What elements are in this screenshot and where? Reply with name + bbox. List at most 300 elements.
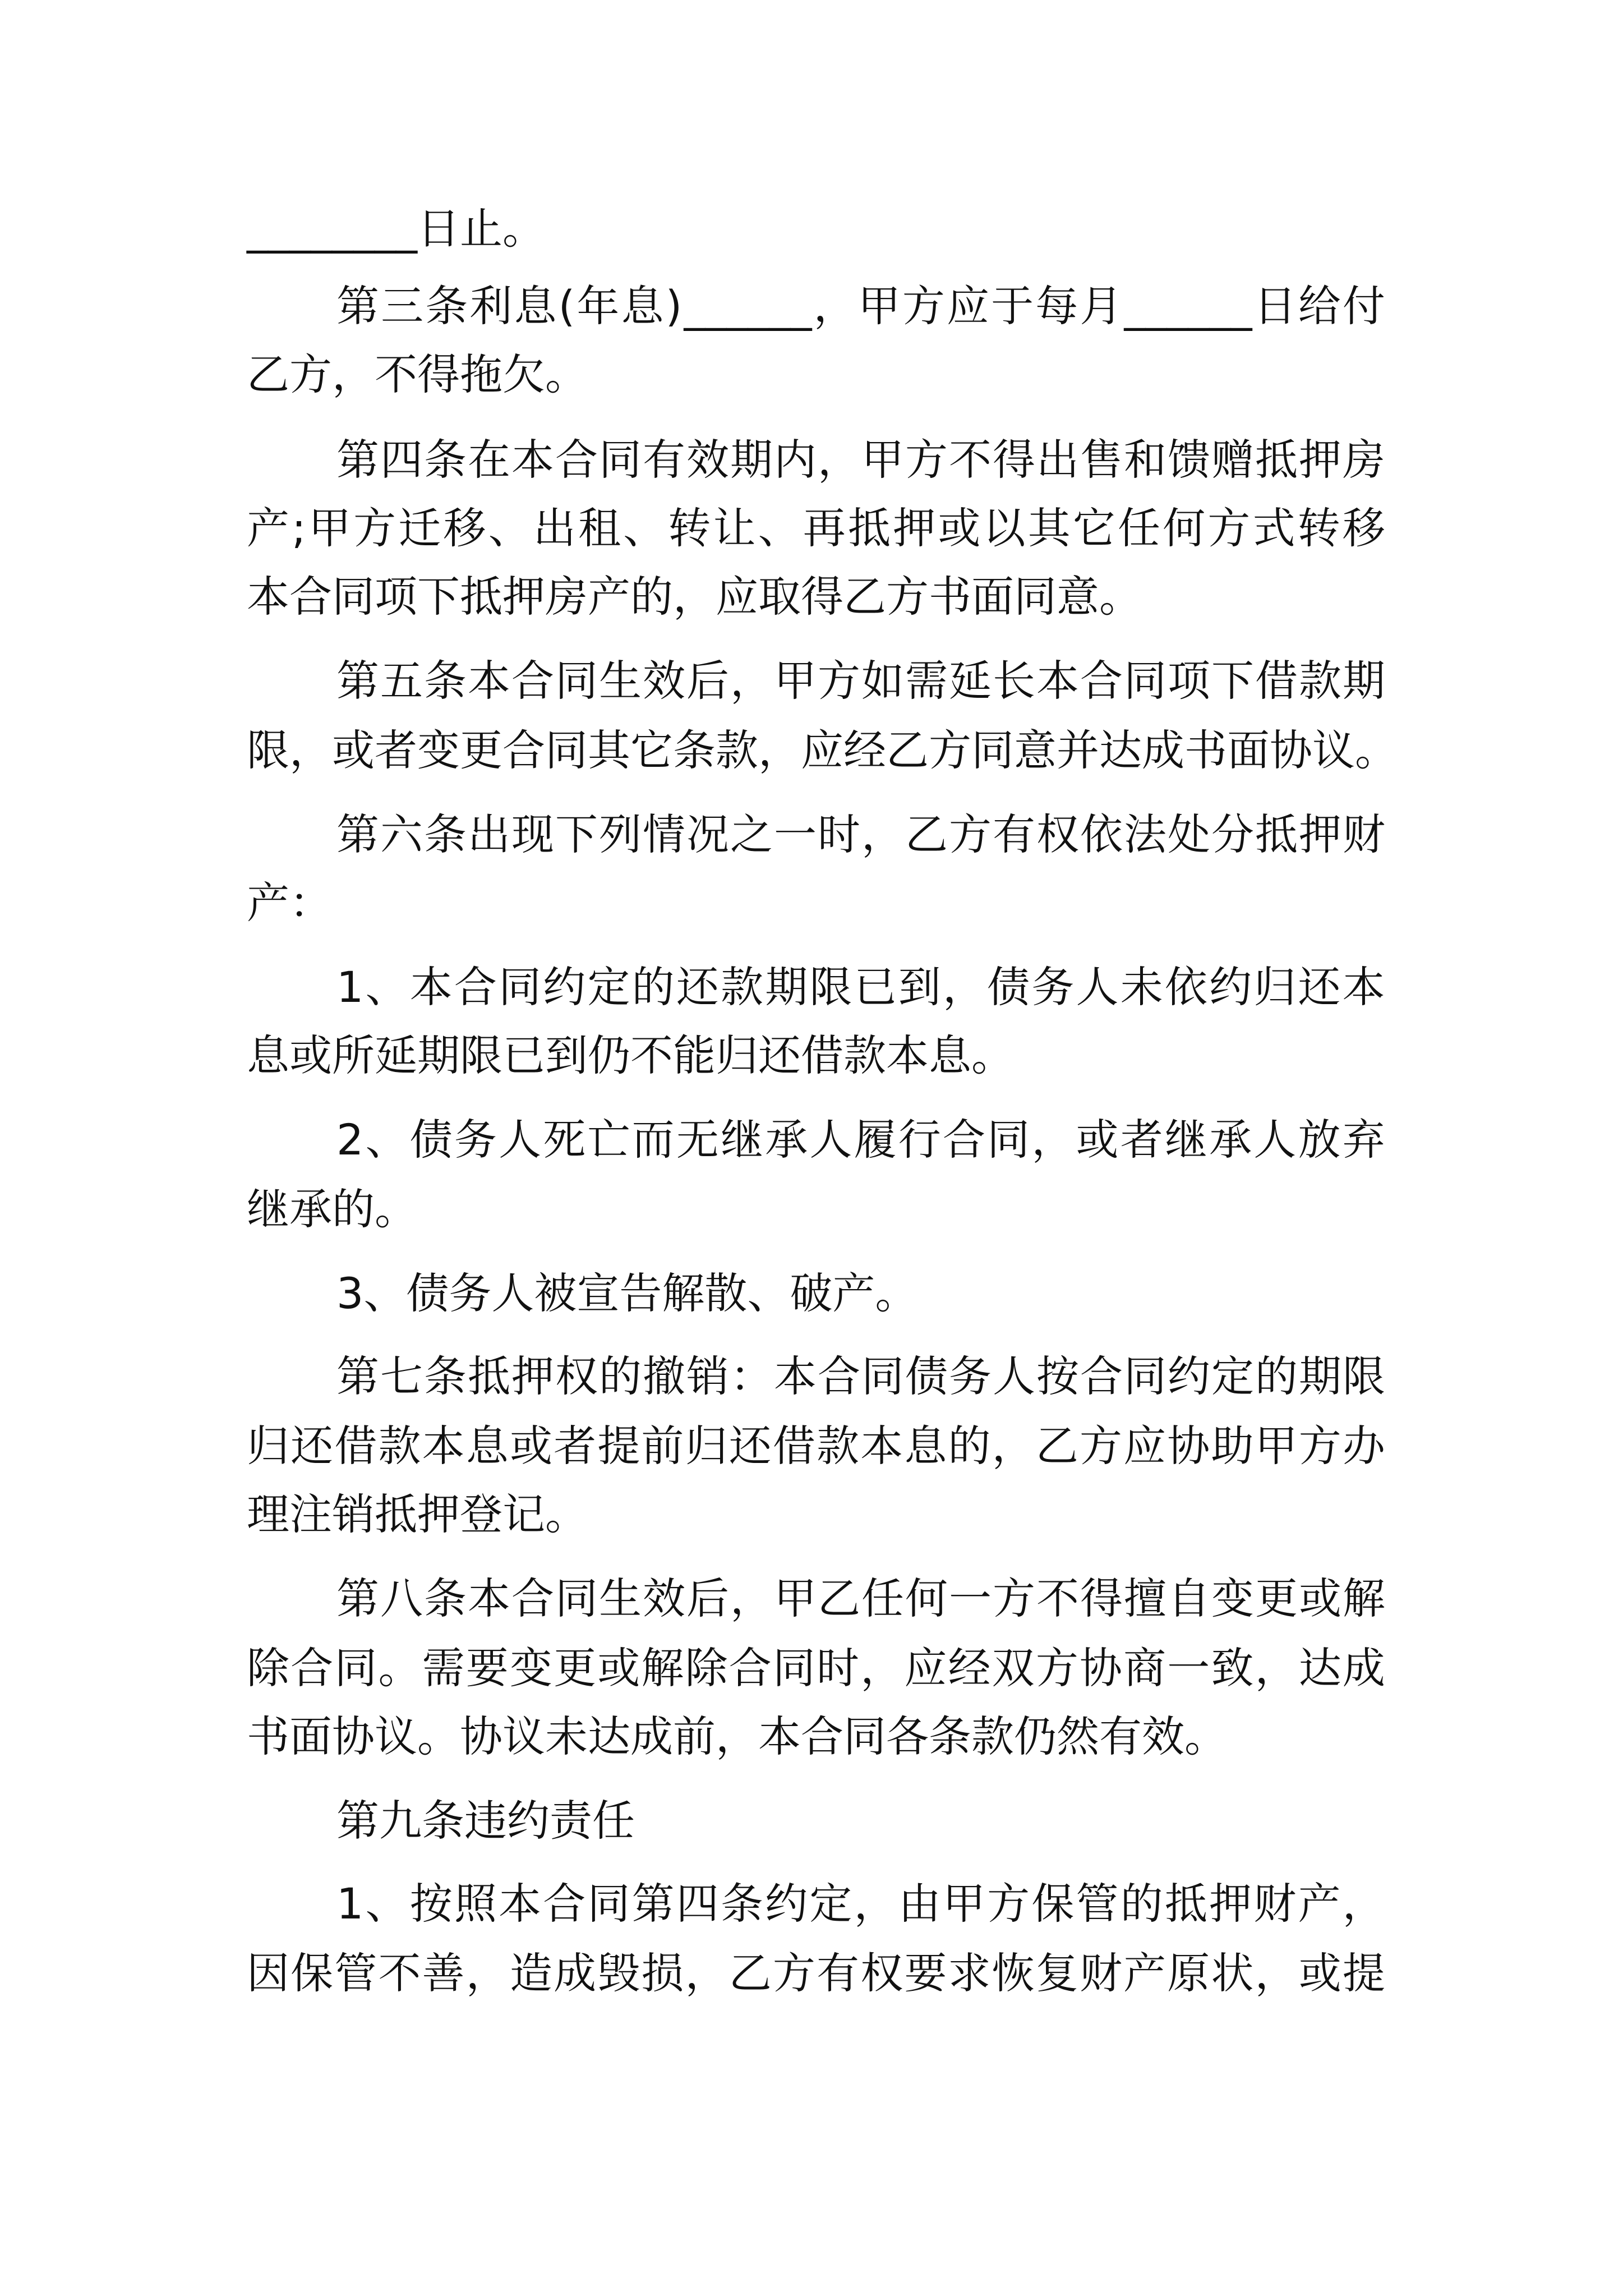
text-char: 约 — [543, 962, 586, 1012]
text-char: 应 — [946, 281, 989, 331]
text-char: 办 — [1342, 1421, 1385, 1471]
text-char: 依 — [1080, 809, 1123, 859]
text-char: 亡 — [587, 1115, 630, 1165]
text-char: 同 — [555, 1573, 598, 1623]
text-char: 双 — [992, 1643, 1035, 1693]
text-char: ， — [1255, 1643, 1298, 1693]
text-char: 房 — [1343, 435, 1385, 485]
text-char: 复 — [1035, 1948, 1078, 1998]
text-char: 后 — [686, 1573, 729, 1623]
text-char: 的 — [1255, 1351, 1298, 1401]
text-char: 甲 — [1255, 1421, 1298, 1471]
text-char: 本 — [774, 1351, 817, 1401]
text-char: 原 — [1167, 1948, 1210, 1998]
text-line-6: 本合同项下抵押房产的，应取得乙方书面同意。 — [247, 572, 1142, 622]
text-char: 归 — [1253, 962, 1297, 1012]
text-char: 时 — [817, 1643, 860, 1693]
text-char: 本 — [511, 435, 554, 485]
text-char: 出 — [533, 503, 576, 553]
text-char: 转 — [668, 503, 711, 553]
text-char: 者 — [554, 1421, 597, 1471]
text-char: 的 — [599, 1351, 642, 1401]
text-char: 三 — [381, 281, 424, 331]
text-char: ， — [685, 1948, 728, 1998]
text-char: 后 — [686, 656, 729, 706]
text-char: 出 — [1036, 435, 1079, 485]
text-char: ， — [818, 435, 860, 485]
text-char: 之 — [730, 809, 773, 859]
text-char: 或 — [938, 503, 981, 553]
text-char: ， — [1255, 1948, 1298, 1998]
text-char: 甲 — [774, 1573, 817, 1623]
text-char: 经 — [948, 1643, 991, 1693]
text-char: 同 — [555, 656, 598, 706]
text-char: 权 — [555, 1351, 598, 1401]
text-line-19 — [336, 1572, 1385, 1626]
text-char: 成 — [1142, 725, 1184, 775]
text-char: 方 — [772, 1948, 815, 1998]
text-char: 或 — [597, 1643, 640, 1693]
text-char: 债 — [987, 962, 1030, 1012]
text-char: 七 — [380, 1351, 423, 1401]
text-char: 按 — [1036, 1351, 1079, 1401]
text-char: 权 — [860, 1948, 903, 1998]
text-char: 期 — [765, 962, 808, 1012]
text-char: 于 — [991, 281, 1034, 331]
text-char: 更 — [1255, 1573, 1298, 1623]
text-char: 其 — [588, 725, 630, 775]
text-char: 、 — [365, 962, 408, 1012]
text-char: ： — [730, 1351, 773, 1401]
text-char: 人 — [993, 1351, 1035, 1401]
text-char: 售 — [1080, 435, 1123, 485]
text-char: 方 — [353, 503, 396, 553]
text-line-4 — [336, 433, 1385, 487]
text-char: 财 — [1253, 1879, 1297, 1929]
text-char: ， — [861, 809, 904, 859]
text-char: 条 — [424, 1351, 467, 1401]
text-char: 损 — [641, 1948, 684, 1998]
text-char: 出 — [468, 809, 510, 859]
text-char: 借 — [334, 1421, 377, 1471]
text-char: 因 — [247, 1948, 289, 1998]
text-char: 依 — [1164, 962, 1207, 1012]
text-line-13 — [336, 1113, 1385, 1167]
text-char: 方 — [987, 1879, 1030, 1929]
text-char: 八 — [380, 1573, 423, 1623]
text-char: 同 — [545, 725, 588, 775]
text-char: 转 — [1297, 503, 1340, 553]
text-char: 本 — [1036, 656, 1079, 706]
text-char: 承 — [765, 1115, 808, 1165]
text-char: 应 — [1123, 1421, 1166, 1471]
text-char: 长 — [993, 656, 1035, 706]
text-char: 得 — [1080, 1573, 1123, 1623]
text-char: 提 — [597, 1421, 640, 1471]
text-char: 合 — [543, 1879, 586, 1929]
text-line-17 — [247, 1419, 1385, 1473]
text-char: 限 — [809, 962, 852, 1012]
text-char: 定 — [1211, 1351, 1254, 1401]
text-char: ， — [758, 725, 801, 775]
text-char: 限 — [247, 725, 289, 775]
text-char: 一 — [949, 1573, 992, 1623]
text-char: 第 — [336, 435, 379, 485]
text-char: 按 — [409, 1879, 453, 1929]
text-char: 务 — [1031, 962, 1075, 1012]
text-char: 第 — [336, 281, 379, 331]
text-char: 定 — [587, 962, 630, 1012]
text-char: 本 — [422, 1421, 465, 1471]
text-line-16 — [336, 1350, 1385, 1404]
text-char: 状 — [1211, 1948, 1254, 1998]
text-char: 方 — [1035, 1643, 1078, 1693]
text-char: 议 — [1312, 725, 1355, 775]
text-char: 1 — [336, 1879, 364, 1929]
text-char: 成 — [1342, 1643, 1385, 1693]
text-char: 产 — [247, 503, 289, 553]
text-char: 不 — [1036, 1573, 1079, 1623]
text-char: 的 — [631, 962, 675, 1012]
text-char: 财 — [1079, 1948, 1122, 1998]
text-char: 内 — [774, 435, 817, 485]
text-char: 约 — [765, 1879, 808, 1929]
text-char: 押 — [1299, 809, 1341, 859]
text-char: 务 — [454, 1115, 497, 1165]
text-char: 约 — [1168, 1351, 1210, 1401]
text-char: 本 — [1342, 962, 1385, 1012]
text-char: 合 — [511, 656, 554, 706]
text-line-20 — [247, 1641, 1385, 1695]
text-char: 达 — [1099, 725, 1142, 775]
text-char: 款 — [716, 725, 758, 775]
text-char: 。 — [1355, 725, 1398, 775]
text-char: 本 — [499, 1879, 542, 1929]
text-char: 者 — [1120, 1115, 1163, 1165]
text-char: 日 — [1253, 281, 1297, 331]
text-char: 再 — [803, 503, 846, 553]
text-char: 照 — [454, 1879, 497, 1929]
text-char: 条 — [721, 1879, 764, 1929]
text-char: 求 — [948, 1948, 991, 1998]
text-char: 除 — [685, 1643, 728, 1693]
text-char: 助 — [1211, 1421, 1254, 1471]
text-char: 利 — [469, 281, 513, 331]
text-char: 条 — [424, 809, 467, 859]
text-char: ， — [992, 1421, 1035, 1471]
text-char: 合 — [555, 435, 598, 485]
text-char: 每 — [1035, 281, 1078, 331]
text-char: 甲 — [308, 503, 351, 553]
text-char: 押 — [1299, 435, 1341, 485]
text-char: 务 — [949, 1351, 992, 1401]
text-char: 条 — [424, 656, 467, 706]
text-char: 合 — [1080, 1351, 1123, 1401]
text-char: 移 — [1342, 503, 1385, 553]
text-char: 第 — [631, 1879, 675, 1929]
text-char: 变 — [417, 725, 460, 775]
text-char: 成 — [554, 1948, 597, 1998]
text-char: 移 — [443, 503, 486, 553]
text-char: 死 — [543, 1115, 586, 1165]
text-char: 人 — [1076, 962, 1119, 1012]
text-char: ， — [465, 1948, 509, 1998]
text-char: 合 — [942, 1115, 985, 1165]
text-char: 、 — [365, 1115, 408, 1165]
text-char: 得 — [993, 435, 1035, 485]
text-char: 的 — [948, 1421, 991, 1471]
text-char: 2 — [336, 1115, 364, 1165]
text-char: 任 — [1118, 503, 1161, 553]
text-char: 式 — [1252, 503, 1295, 553]
text-line-18: 理注销抵押登记。 — [247, 1489, 588, 1539]
text-char: 现 — [511, 809, 554, 859]
text-char: 变 — [509, 1643, 552, 1693]
text-char: 它 — [1072, 503, 1115, 553]
text-char: 期 — [1343, 656, 1385, 706]
text-char: ， — [289, 725, 332, 775]
text-char: 效 — [643, 656, 685, 706]
text-line-8 — [247, 724, 1398, 777]
text-char: 生 — [599, 656, 642, 706]
text-char: 生 — [599, 1573, 642, 1623]
text-char: 保 — [291, 1948, 334, 1998]
text-char: 条 — [424, 435, 467, 485]
text-char: 前 — [641, 1421, 684, 1471]
text-char: 变 — [1211, 1573, 1254, 1623]
text-char: 下 — [555, 809, 598, 859]
text-char: 押 — [893, 503, 936, 553]
text-char: 合 — [1080, 656, 1123, 706]
text-char: ， — [730, 1573, 773, 1623]
text-char: 方 — [818, 656, 860, 706]
text-char: 在 — [468, 435, 510, 485]
text-char: 更 — [554, 1643, 597, 1693]
text-char: 方 — [1298, 1421, 1341, 1471]
text-char: 提 — [1342, 1948, 1385, 1998]
text-char: 方 — [905, 435, 948, 485]
fill-in-blank: ______ — [684, 281, 812, 331]
text-char: 月 — [1080, 281, 1123, 331]
text-char: 还 — [1298, 962, 1341, 1012]
text-char: 其 — [1027, 503, 1071, 553]
text-char: 分 — [1211, 809, 1254, 859]
text-char: 赠 — [1211, 435, 1254, 485]
text-char: 书 — [1184, 725, 1227, 775]
text-char: 合 — [728, 1643, 772, 1693]
text-char: 抵 — [1255, 809, 1298, 859]
text-char: 的 — [1120, 1879, 1163, 1929]
text-char: 已 — [854, 962, 897, 1012]
text-line-12: 息或所延期限已到仍不能归还借款本息。 — [247, 1030, 1014, 1080]
text-char: 定 — [809, 1879, 852, 1929]
text-char: 方 — [993, 1573, 1035, 1623]
text-char: 如 — [861, 656, 904, 706]
text-char: 它 — [630, 725, 673, 775]
text-char: 更 — [460, 725, 502, 775]
text-char: 方 — [949, 809, 992, 859]
text-char: 、 — [623, 503, 666, 553]
text-char: 无 — [676, 1115, 719, 1165]
text-char: 延 — [949, 656, 992, 706]
text-char: 协 — [1167, 1421, 1210, 1471]
text-char: 不 — [949, 435, 992, 485]
text-char: 人 — [499, 1115, 542, 1165]
text-line-15: 3、债务人被宣告解散、破产。 — [336, 1268, 918, 1318]
text-char: 债 — [905, 1351, 948, 1401]
text-char: 甲 — [857, 281, 901, 331]
text-char: 息 — [904, 1421, 947, 1471]
text-char: 一 — [1167, 1643, 1210, 1693]
text-char: 条 — [425, 281, 468, 331]
text-char: ， — [854, 1879, 897, 1929]
text-char: 一 — [774, 809, 817, 859]
text-char: 款 — [378, 1421, 421, 1471]
text-char: ; — [292, 503, 306, 553]
text-char: 有 — [817, 1948, 860, 1998]
text-char: 方 — [1079, 1421, 1122, 1471]
text-char: ， — [942, 962, 985, 1012]
text-char: 不 — [378, 1948, 421, 1998]
text-char: 管 — [1076, 1879, 1119, 1929]
text-char: 效 — [643, 1573, 685, 1623]
text-char: 还 — [291, 1421, 334, 1471]
text-char: 自 — [1168, 1573, 1210, 1623]
text-char: 产 — [1123, 1948, 1166, 1998]
text-char: 或 — [1076, 1115, 1119, 1165]
text-line-2 — [336, 279, 1385, 333]
text-char: 本 — [409, 962, 453, 1012]
text-char: 或 — [1298, 1948, 1341, 1998]
text-char: 项 — [1168, 656, 1210, 706]
text-char: 未 — [1120, 962, 1163, 1012]
text-char: 同 — [334, 1643, 377, 1693]
text-char: 借 — [1255, 656, 1298, 706]
text-char: 放 — [1298, 1115, 1341, 1165]
text-char: 继 — [721, 1115, 764, 1165]
text-char: 第 — [336, 809, 379, 859]
text-char: 处 — [1168, 809, 1210, 859]
text-char: ) — [665, 281, 683, 331]
text-char: 人 — [1253, 1115, 1297, 1165]
text-char: 弃 — [1342, 1115, 1385, 1165]
text-char: 同 — [772, 1643, 815, 1693]
text-char: 甲 — [942, 1879, 985, 1929]
text-char: 押 — [511, 1351, 554, 1401]
text-char: 乙 — [728, 1948, 772, 1998]
text-char: ， — [730, 656, 773, 706]
text-line-11 — [336, 960, 1385, 1014]
text-char: 第 — [336, 656, 379, 706]
text-char: 行 — [898, 1115, 941, 1165]
text-line-1: ________日止。 — [247, 204, 545, 254]
text-char: 应 — [801, 725, 843, 775]
text-char: 和 — [1124, 435, 1166, 485]
text-char: 乙 — [1035, 1421, 1078, 1471]
text-char: 何 — [1163, 503, 1206, 553]
text-char: 期 — [730, 435, 773, 485]
text-char: 商 — [1123, 1643, 1166, 1693]
text-char: 同 — [499, 962, 542, 1012]
text-char: 况 — [686, 809, 729, 859]
text-char: 擅 — [1124, 1573, 1166, 1623]
text-char: 付 — [1342, 281, 1385, 331]
text-char: 条 — [424, 1573, 467, 1623]
text-char: 乙 — [905, 809, 948, 859]
text-char: 撤 — [643, 1351, 685, 1401]
text-char: 甲 — [774, 656, 817, 706]
text-char: ( — [558, 281, 575, 331]
text-char: 乙 — [818, 1573, 860, 1623]
text-char: 何 — [905, 1573, 948, 1623]
text-char: 款 — [1299, 656, 1341, 706]
text-char: 致 — [1211, 1643, 1254, 1693]
text-char: 还 — [676, 962, 719, 1012]
text-char: 善 — [422, 1948, 465, 1998]
text-line-10: 产： — [247, 878, 332, 928]
text-char: 或 — [509, 1421, 552, 1471]
text-char: 年 — [577, 281, 620, 331]
text-char: 六 — [380, 809, 423, 859]
text-char: 四 — [676, 1879, 719, 1929]
text-char: 除 — [247, 1643, 289, 1693]
text-char: 条 — [673, 725, 716, 775]
text-char: 解 — [1343, 1573, 1385, 1623]
text-char: 毁 — [597, 1948, 640, 1998]
text-char: 方 — [1207, 503, 1251, 553]
text-char: 列 — [599, 809, 642, 859]
text-char: ， — [1342, 1879, 1385, 1929]
text-char: 五 — [380, 656, 423, 706]
text-line-23 — [336, 1877, 1385, 1931]
text-char: 款 — [817, 1421, 860, 1471]
text-char: 以 — [983, 503, 1026, 553]
text-char: 或 — [332, 725, 375, 775]
fill-in-blank: ______ — [1124, 281, 1252, 331]
text-char: 款 — [721, 962, 764, 1012]
text-char: 约 — [1209, 962, 1252, 1012]
text-char: 押 — [1209, 1879, 1252, 1929]
text-char: 而 — [631, 1115, 675, 1165]
text-line-24 — [247, 1947, 1385, 2000]
text-char: 同 — [1124, 656, 1166, 706]
text-char: 馈 — [1168, 435, 1210, 485]
text-line-9 — [336, 808, 1385, 862]
text-char: 要 — [904, 1948, 947, 1998]
text-char: 合 — [454, 962, 497, 1012]
text-char: 同 — [971, 725, 1014, 775]
text-char: 归 — [247, 1421, 289, 1471]
text-char: 归 — [685, 1421, 728, 1471]
text-line-7 — [336, 654, 1385, 708]
text-char: 销 — [686, 1351, 729, 1401]
text-char: 履 — [854, 1115, 897, 1165]
text-char: 甲 — [861, 435, 904, 485]
text-char: ， — [1031, 1115, 1075, 1165]
text-char: 、 — [758, 503, 801, 553]
text-char: 经 — [843, 725, 886, 775]
text-char: 有 — [643, 435, 685, 485]
text-char: 息 — [514, 281, 557, 331]
text-char: 协 — [1270, 725, 1312, 775]
text-char: 合 — [511, 1573, 554, 1623]
text-char: 本 — [468, 656, 510, 706]
text-char: 由 — [898, 1879, 941, 1929]
text-char: 、 — [488, 503, 531, 553]
text-char: 抵 — [848, 503, 891, 553]
text-char: 抵 — [468, 1351, 510, 1401]
text-char: 迁 — [398, 503, 441, 553]
